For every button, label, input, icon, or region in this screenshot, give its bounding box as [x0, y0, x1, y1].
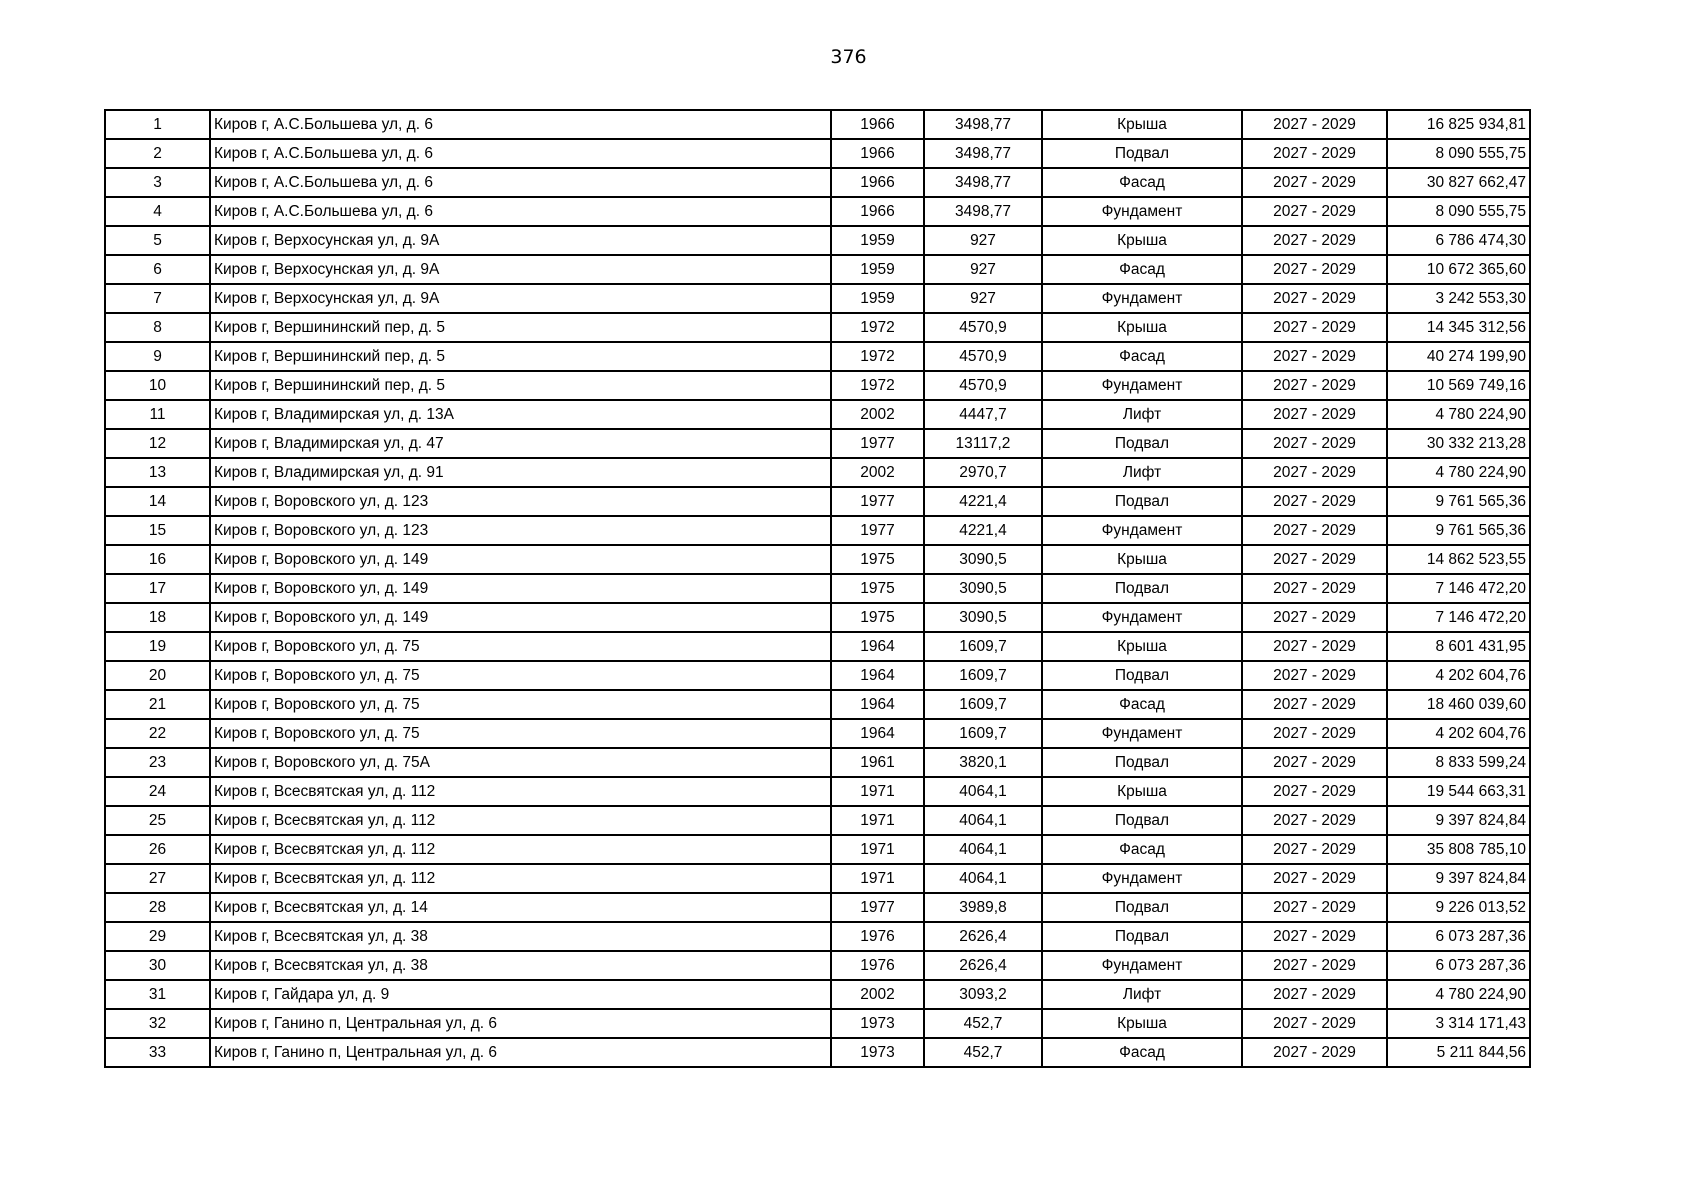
- address-cell: Киров г, Гайдара ул, д. 9: [210, 980, 831, 1009]
- table-row: [105, 168, 1530, 197]
- row-number-cell: 1: [105, 110, 210, 139]
- period-cell: 2027 - 2029: [1242, 864, 1387, 893]
- row-number-cell: 26: [105, 835, 210, 864]
- year-built-cell: 1975: [831, 545, 924, 574]
- area-cell: 3090,5: [924, 603, 1042, 632]
- work-type-cell: Фундамент: [1042, 284, 1242, 313]
- area-cell: 3498,77: [924, 139, 1042, 168]
- cost-cell: 9 761 565,36: [1387, 516, 1530, 545]
- period-cell: 2027 - 2029: [1242, 951, 1387, 980]
- period-cell: 2027 - 2029: [1242, 429, 1387, 458]
- work-type-cell: Фундамент: [1042, 864, 1242, 893]
- row-number-cell: 20: [105, 661, 210, 690]
- address-cell: Киров г, Владимирская ул, д. 13А: [210, 400, 831, 429]
- cost-cell: 5 211 844,56: [1387, 1038, 1530, 1067]
- work-type-cell: Подвал: [1042, 893, 1242, 922]
- area-cell: 4064,1: [924, 806, 1042, 835]
- period-cell: 2027 - 2029: [1242, 458, 1387, 487]
- work-type-cell: Крыша: [1042, 632, 1242, 661]
- cost-cell: 30 332 213,28: [1387, 429, 1530, 458]
- year-built-cell: 2002: [831, 980, 924, 1009]
- work-type-cell: Фундамент: [1042, 516, 1242, 545]
- year-built-cell: 2002: [831, 400, 924, 429]
- period-cell: 2027 - 2029: [1242, 603, 1387, 632]
- cost-cell: 35 808 785,10: [1387, 835, 1530, 864]
- row-number-cell: 27: [105, 864, 210, 893]
- cost-cell: 8 090 555,75: [1387, 139, 1530, 168]
- year-built-cell: 1977: [831, 487, 924, 516]
- work-type-cell: Крыша: [1042, 110, 1242, 139]
- address-cell: Киров г, Воровского ул, д. 149: [210, 545, 831, 574]
- table-row: [105, 1009, 1530, 1038]
- row-number-cell: 3: [105, 168, 210, 197]
- work-type-cell: Фундамент: [1042, 603, 1242, 632]
- period-cell: 2027 - 2029: [1242, 777, 1387, 806]
- address-cell: Киров г, Воровского ул, д. 149: [210, 603, 831, 632]
- cost-cell: 7 146 472,20: [1387, 574, 1530, 603]
- area-cell: 4447,7: [924, 400, 1042, 429]
- year-built-cell: 1959: [831, 284, 924, 313]
- row-number-cell: 21: [105, 690, 210, 719]
- period-cell: 2027 - 2029: [1242, 574, 1387, 603]
- cost-cell: 40 274 199,90: [1387, 342, 1530, 371]
- year-built-cell: 1977: [831, 516, 924, 545]
- cost-cell: 30 827 662,47: [1387, 168, 1530, 197]
- cost-cell: 14 862 523,55: [1387, 545, 1530, 574]
- table-row: [105, 313, 1530, 342]
- address-cell: Киров г, Воровского ул, д. 75: [210, 661, 831, 690]
- table-row: [105, 1038, 1530, 1067]
- table-row: [105, 661, 1530, 690]
- row-number-cell: 32: [105, 1009, 210, 1038]
- table-row: [105, 719, 1530, 748]
- area-cell: 4221,4: [924, 516, 1042, 545]
- row-number-cell: 17: [105, 574, 210, 603]
- area-cell: 4570,9: [924, 342, 1042, 371]
- area-cell: 927: [924, 226, 1042, 255]
- address-cell: Киров г, Верхосунская ул, д. 9А: [210, 284, 831, 313]
- table-row: [105, 371, 1530, 400]
- row-number-cell: 4: [105, 197, 210, 226]
- area-cell: 1609,7: [924, 632, 1042, 661]
- work-type-cell: Фасад: [1042, 168, 1242, 197]
- work-type-cell: Крыша: [1042, 777, 1242, 806]
- work-type-cell: Подвал: [1042, 748, 1242, 777]
- year-built-cell: 1966: [831, 168, 924, 197]
- table-row: [105, 922, 1530, 951]
- area-cell: 4221,4: [924, 487, 1042, 516]
- work-type-cell: Крыша: [1042, 313, 1242, 342]
- area-cell: 3498,77: [924, 197, 1042, 226]
- cost-cell: 14 345 312,56: [1387, 313, 1530, 342]
- cost-cell: 19 544 663,31: [1387, 777, 1530, 806]
- table-row: [105, 342, 1530, 371]
- address-cell: Киров г, Всесвятская ул, д. 112: [210, 806, 831, 835]
- period-cell: 2027 - 2029: [1242, 110, 1387, 139]
- address-cell: Киров г, Воровского ул, д. 75: [210, 690, 831, 719]
- work-type-cell: Фундамент: [1042, 197, 1242, 226]
- table-row: [105, 197, 1530, 226]
- area-cell: 2626,4: [924, 922, 1042, 951]
- area-cell: 3498,77: [924, 110, 1042, 139]
- address-cell: Киров г, Вершининский пер, д. 5: [210, 313, 831, 342]
- area-cell: 4570,9: [924, 371, 1042, 400]
- year-built-cell: 1975: [831, 603, 924, 632]
- table-body: [105, 110, 1530, 1067]
- table-row: [105, 980, 1530, 1009]
- table-row: [105, 545, 1530, 574]
- row-number-cell: 33: [105, 1038, 210, 1067]
- period-cell: 2027 - 2029: [1242, 719, 1387, 748]
- work-type-cell: Фундамент: [1042, 719, 1242, 748]
- year-built-cell: 1971: [831, 777, 924, 806]
- period-cell: 2027 - 2029: [1242, 835, 1387, 864]
- cost-cell: 18 460 039,60: [1387, 690, 1530, 719]
- table-row: [105, 777, 1530, 806]
- year-built-cell: 1976: [831, 951, 924, 980]
- cost-cell: 6 073 287,36: [1387, 951, 1530, 980]
- work-type-cell: Подвал: [1042, 661, 1242, 690]
- period-cell: 2027 - 2029: [1242, 893, 1387, 922]
- address-cell: Киров г, А.С.Большева ул, д. 6: [210, 168, 831, 197]
- period-cell: 2027 - 2029: [1242, 284, 1387, 313]
- area-cell: 13117,2: [924, 429, 1042, 458]
- table-row: [105, 690, 1530, 719]
- cost-cell: 6 073 287,36: [1387, 922, 1530, 951]
- period-cell: 2027 - 2029: [1242, 1038, 1387, 1067]
- table-row: [105, 226, 1530, 255]
- area-cell: 452,7: [924, 1009, 1042, 1038]
- period-cell: 2027 - 2029: [1242, 690, 1387, 719]
- address-cell: Киров г, Верхосунская ул, д. 9А: [210, 255, 831, 284]
- work-type-cell: Фасад: [1042, 1038, 1242, 1067]
- address-cell: Киров г, Всесвятская ул, д. 38: [210, 922, 831, 951]
- year-built-cell: 1964: [831, 632, 924, 661]
- period-cell: 2027 - 2029: [1242, 748, 1387, 777]
- row-number-cell: 30: [105, 951, 210, 980]
- row-number-cell: 9: [105, 342, 210, 371]
- table-row: [105, 893, 1530, 922]
- row-number-cell: 29: [105, 922, 210, 951]
- work-type-cell: Фасад: [1042, 690, 1242, 719]
- work-type-cell: Фундамент: [1042, 371, 1242, 400]
- period-cell: 2027 - 2029: [1242, 632, 1387, 661]
- year-built-cell: 1959: [831, 255, 924, 284]
- work-type-cell: Подвал: [1042, 139, 1242, 168]
- cost-cell: 9 397 824,84: [1387, 864, 1530, 893]
- row-number-cell: 2: [105, 139, 210, 168]
- row-number-cell: 12: [105, 429, 210, 458]
- period-cell: 2027 - 2029: [1242, 168, 1387, 197]
- work-type-cell: Крыша: [1042, 1009, 1242, 1038]
- row-number-cell: 11: [105, 400, 210, 429]
- area-cell: 3090,5: [924, 545, 1042, 574]
- cost-cell: 3 242 553,30: [1387, 284, 1530, 313]
- row-number-cell: 13: [105, 458, 210, 487]
- year-built-cell: 1972: [831, 371, 924, 400]
- work-type-cell: Подвал: [1042, 922, 1242, 951]
- address-cell: Киров г, Владимирская ул, д. 91: [210, 458, 831, 487]
- address-cell: Киров г, Воровского ул, д. 123: [210, 487, 831, 516]
- address-cell: Киров г, Вершининский пер, д. 5: [210, 342, 831, 371]
- work-type-cell: Лифт: [1042, 400, 1242, 429]
- row-number-cell: 31: [105, 980, 210, 1009]
- row-number-cell: 19: [105, 632, 210, 661]
- year-built-cell: 1973: [831, 1009, 924, 1038]
- period-cell: 2027 - 2029: [1242, 342, 1387, 371]
- table-row: [105, 806, 1530, 835]
- area-cell: 4064,1: [924, 835, 1042, 864]
- area-cell: 2970,7: [924, 458, 1042, 487]
- address-cell: Киров г, Всесвятская ул, д. 112: [210, 835, 831, 864]
- year-built-cell: 1977: [831, 429, 924, 458]
- area-cell: 452,7: [924, 1038, 1042, 1067]
- table-row: [105, 429, 1530, 458]
- year-built-cell: 1964: [831, 661, 924, 690]
- cost-cell: 4 780 224,90: [1387, 458, 1530, 487]
- year-built-cell: 1961: [831, 748, 924, 777]
- area-cell: 3498,77: [924, 168, 1042, 197]
- period-cell: 2027 - 2029: [1242, 487, 1387, 516]
- cost-cell: 4 780 224,90: [1387, 980, 1530, 1009]
- work-type-cell: Фундамент: [1042, 951, 1242, 980]
- area-cell: 1609,7: [924, 661, 1042, 690]
- period-cell: 2027 - 2029: [1242, 661, 1387, 690]
- work-type-cell: Лифт: [1042, 980, 1242, 1009]
- table-row: [105, 574, 1530, 603]
- period-cell: 2027 - 2029: [1242, 545, 1387, 574]
- year-built-cell: 1971: [831, 806, 924, 835]
- cost-cell: 8 090 555,75: [1387, 197, 1530, 226]
- table-row: [105, 139, 1530, 168]
- year-built-cell: 1959: [831, 226, 924, 255]
- year-built-cell: 1972: [831, 342, 924, 371]
- period-cell: 2027 - 2029: [1242, 922, 1387, 951]
- cost-cell: 10 672 365,60: [1387, 255, 1530, 284]
- row-number-cell: 10: [105, 371, 210, 400]
- work-type-cell: Лифт: [1042, 458, 1242, 487]
- table-row: [105, 516, 1530, 545]
- year-built-cell: 2002: [831, 458, 924, 487]
- address-cell: Киров г, Владимирская ул, д. 47: [210, 429, 831, 458]
- work-type-cell: Подвал: [1042, 429, 1242, 458]
- period-cell: 2027 - 2029: [1242, 400, 1387, 429]
- year-built-cell: 1964: [831, 719, 924, 748]
- year-built-cell: 1964: [831, 690, 924, 719]
- area-cell: 4570,9: [924, 313, 1042, 342]
- table-row: [105, 458, 1530, 487]
- cost-cell: 4 202 604,76: [1387, 661, 1530, 690]
- year-built-cell: 1971: [831, 864, 924, 893]
- table-row: [105, 255, 1530, 284]
- period-cell: 2027 - 2029: [1242, 1009, 1387, 1038]
- cost-cell: 16 825 934,81: [1387, 110, 1530, 139]
- cost-cell: 9 761 565,36: [1387, 487, 1530, 516]
- address-cell: Киров г, А.С.Большева ул, д. 6: [210, 197, 831, 226]
- cost-cell: 10 569 749,16: [1387, 371, 1530, 400]
- address-cell: Киров г, А.С.Большева ул, д. 6: [210, 139, 831, 168]
- year-built-cell: 1971: [831, 835, 924, 864]
- address-cell: Киров г, Воровского ул, д. 123: [210, 516, 831, 545]
- table-row: [105, 632, 1530, 661]
- year-built-cell: 1976: [831, 922, 924, 951]
- work-type-cell: Фасад: [1042, 255, 1242, 284]
- row-number-cell: 24: [105, 777, 210, 806]
- address-cell: Киров г, Воровского ул, д. 75А: [210, 748, 831, 777]
- row-number-cell: 22: [105, 719, 210, 748]
- area-cell: 1609,7: [924, 719, 1042, 748]
- area-cell: 3090,5: [924, 574, 1042, 603]
- area-cell: 4064,1: [924, 777, 1042, 806]
- work-type-cell: Подвал: [1042, 487, 1242, 516]
- year-built-cell: 1966: [831, 197, 924, 226]
- row-number-cell: 7: [105, 284, 210, 313]
- table-row: [105, 110, 1530, 139]
- period-cell: 2027 - 2029: [1242, 980, 1387, 1009]
- cost-cell: 9 397 824,84: [1387, 806, 1530, 835]
- address-cell: Киров г, Воровского ул, д. 149: [210, 574, 831, 603]
- work-type-cell: Фасад: [1042, 342, 1242, 371]
- work-type-cell: Крыша: [1042, 545, 1242, 574]
- area-cell: 3989,8: [924, 893, 1042, 922]
- address-cell: Киров г, Всесвятская ул, д. 112: [210, 777, 831, 806]
- address-cell: Киров г, Всесвятская ул, д. 38: [210, 951, 831, 980]
- year-built-cell: 1966: [831, 139, 924, 168]
- work-type-cell: Фасад: [1042, 835, 1242, 864]
- address-cell: Киров г, Воровского ул, д. 75: [210, 632, 831, 661]
- area-cell: 4064,1: [924, 864, 1042, 893]
- row-number-cell: 28: [105, 893, 210, 922]
- row-number-cell: 23: [105, 748, 210, 777]
- period-cell: 2027 - 2029: [1242, 197, 1387, 226]
- period-cell: 2027 - 2029: [1242, 516, 1387, 545]
- work-type-cell: Подвал: [1042, 574, 1242, 603]
- cost-cell: 8 601 431,95: [1387, 632, 1530, 661]
- area-cell: 927: [924, 255, 1042, 284]
- address-cell: Киров г, Воровского ул, д. 75: [210, 719, 831, 748]
- cost-cell: 4 202 604,76: [1387, 719, 1530, 748]
- address-cell: Киров г, Верхосунская ул, д. 9А: [210, 226, 831, 255]
- period-cell: 2027 - 2029: [1242, 806, 1387, 835]
- row-number-cell: 8: [105, 313, 210, 342]
- area-cell: 927: [924, 284, 1042, 313]
- row-number-cell: 18: [105, 603, 210, 632]
- area-cell: 3093,2: [924, 980, 1042, 1009]
- table-row: [105, 400, 1530, 429]
- address-cell: Киров г, Ганино п, Центральная ул, д. 6: [210, 1038, 831, 1067]
- year-built-cell: 1972: [831, 313, 924, 342]
- table-row: [105, 951, 1530, 980]
- row-number-cell: 14: [105, 487, 210, 516]
- work-type-cell: Подвал: [1042, 806, 1242, 835]
- period-cell: 2027 - 2029: [1242, 139, 1387, 168]
- row-number-cell: 15: [105, 516, 210, 545]
- period-cell: 2027 - 2029: [1242, 313, 1387, 342]
- cost-cell: 7 146 472,20: [1387, 603, 1530, 632]
- repair-schedule-table: [104, 109, 1531, 1068]
- address-cell: Киров г, Всесвятская ул, д. 14: [210, 893, 831, 922]
- area-cell: 1609,7: [924, 690, 1042, 719]
- cost-cell: 6 786 474,30: [1387, 226, 1530, 255]
- period-cell: 2027 - 2029: [1242, 255, 1387, 284]
- period-cell: 2027 - 2029: [1242, 371, 1387, 400]
- year-built-cell: 1973: [831, 1038, 924, 1067]
- address-cell: Киров г, Ганино п, Центральная ул, д. 6: [210, 1009, 831, 1038]
- year-built-cell: 1977: [831, 893, 924, 922]
- period-cell: 2027 - 2029: [1242, 226, 1387, 255]
- cost-cell: 4 780 224,90: [1387, 400, 1530, 429]
- table-row: [105, 864, 1530, 893]
- table-row: [105, 748, 1530, 777]
- row-number-cell: 25: [105, 806, 210, 835]
- year-built-cell: 1966: [831, 110, 924, 139]
- cost-cell: 3 314 171,43: [1387, 1009, 1530, 1038]
- row-number-cell: 6: [105, 255, 210, 284]
- table-row: [105, 284, 1530, 313]
- year-built-cell: 1975: [831, 574, 924, 603]
- row-number-cell: 5: [105, 226, 210, 255]
- repair-schedule-table-wrapper: [104, 109, 1531, 1068]
- area-cell: 3820,1: [924, 748, 1042, 777]
- table-row: [105, 835, 1530, 864]
- address-cell: Киров г, А.С.Большева ул, д. 6: [210, 110, 831, 139]
- row-number-cell: 16: [105, 545, 210, 574]
- cost-cell: 9 226 013,52: [1387, 893, 1530, 922]
- table-row: [105, 603, 1530, 632]
- page-number: 376: [830, 46, 867, 68]
- work-type-cell: Крыша: [1042, 226, 1242, 255]
- table-row: [105, 487, 1530, 516]
- area-cell: 2626,4: [924, 951, 1042, 980]
- address-cell: Киров г, Всесвятская ул, д. 112: [210, 864, 831, 893]
- address-cell: Киров г, Вершининский пер, д. 5: [210, 371, 831, 400]
- cost-cell: 8 833 599,24: [1387, 748, 1530, 777]
